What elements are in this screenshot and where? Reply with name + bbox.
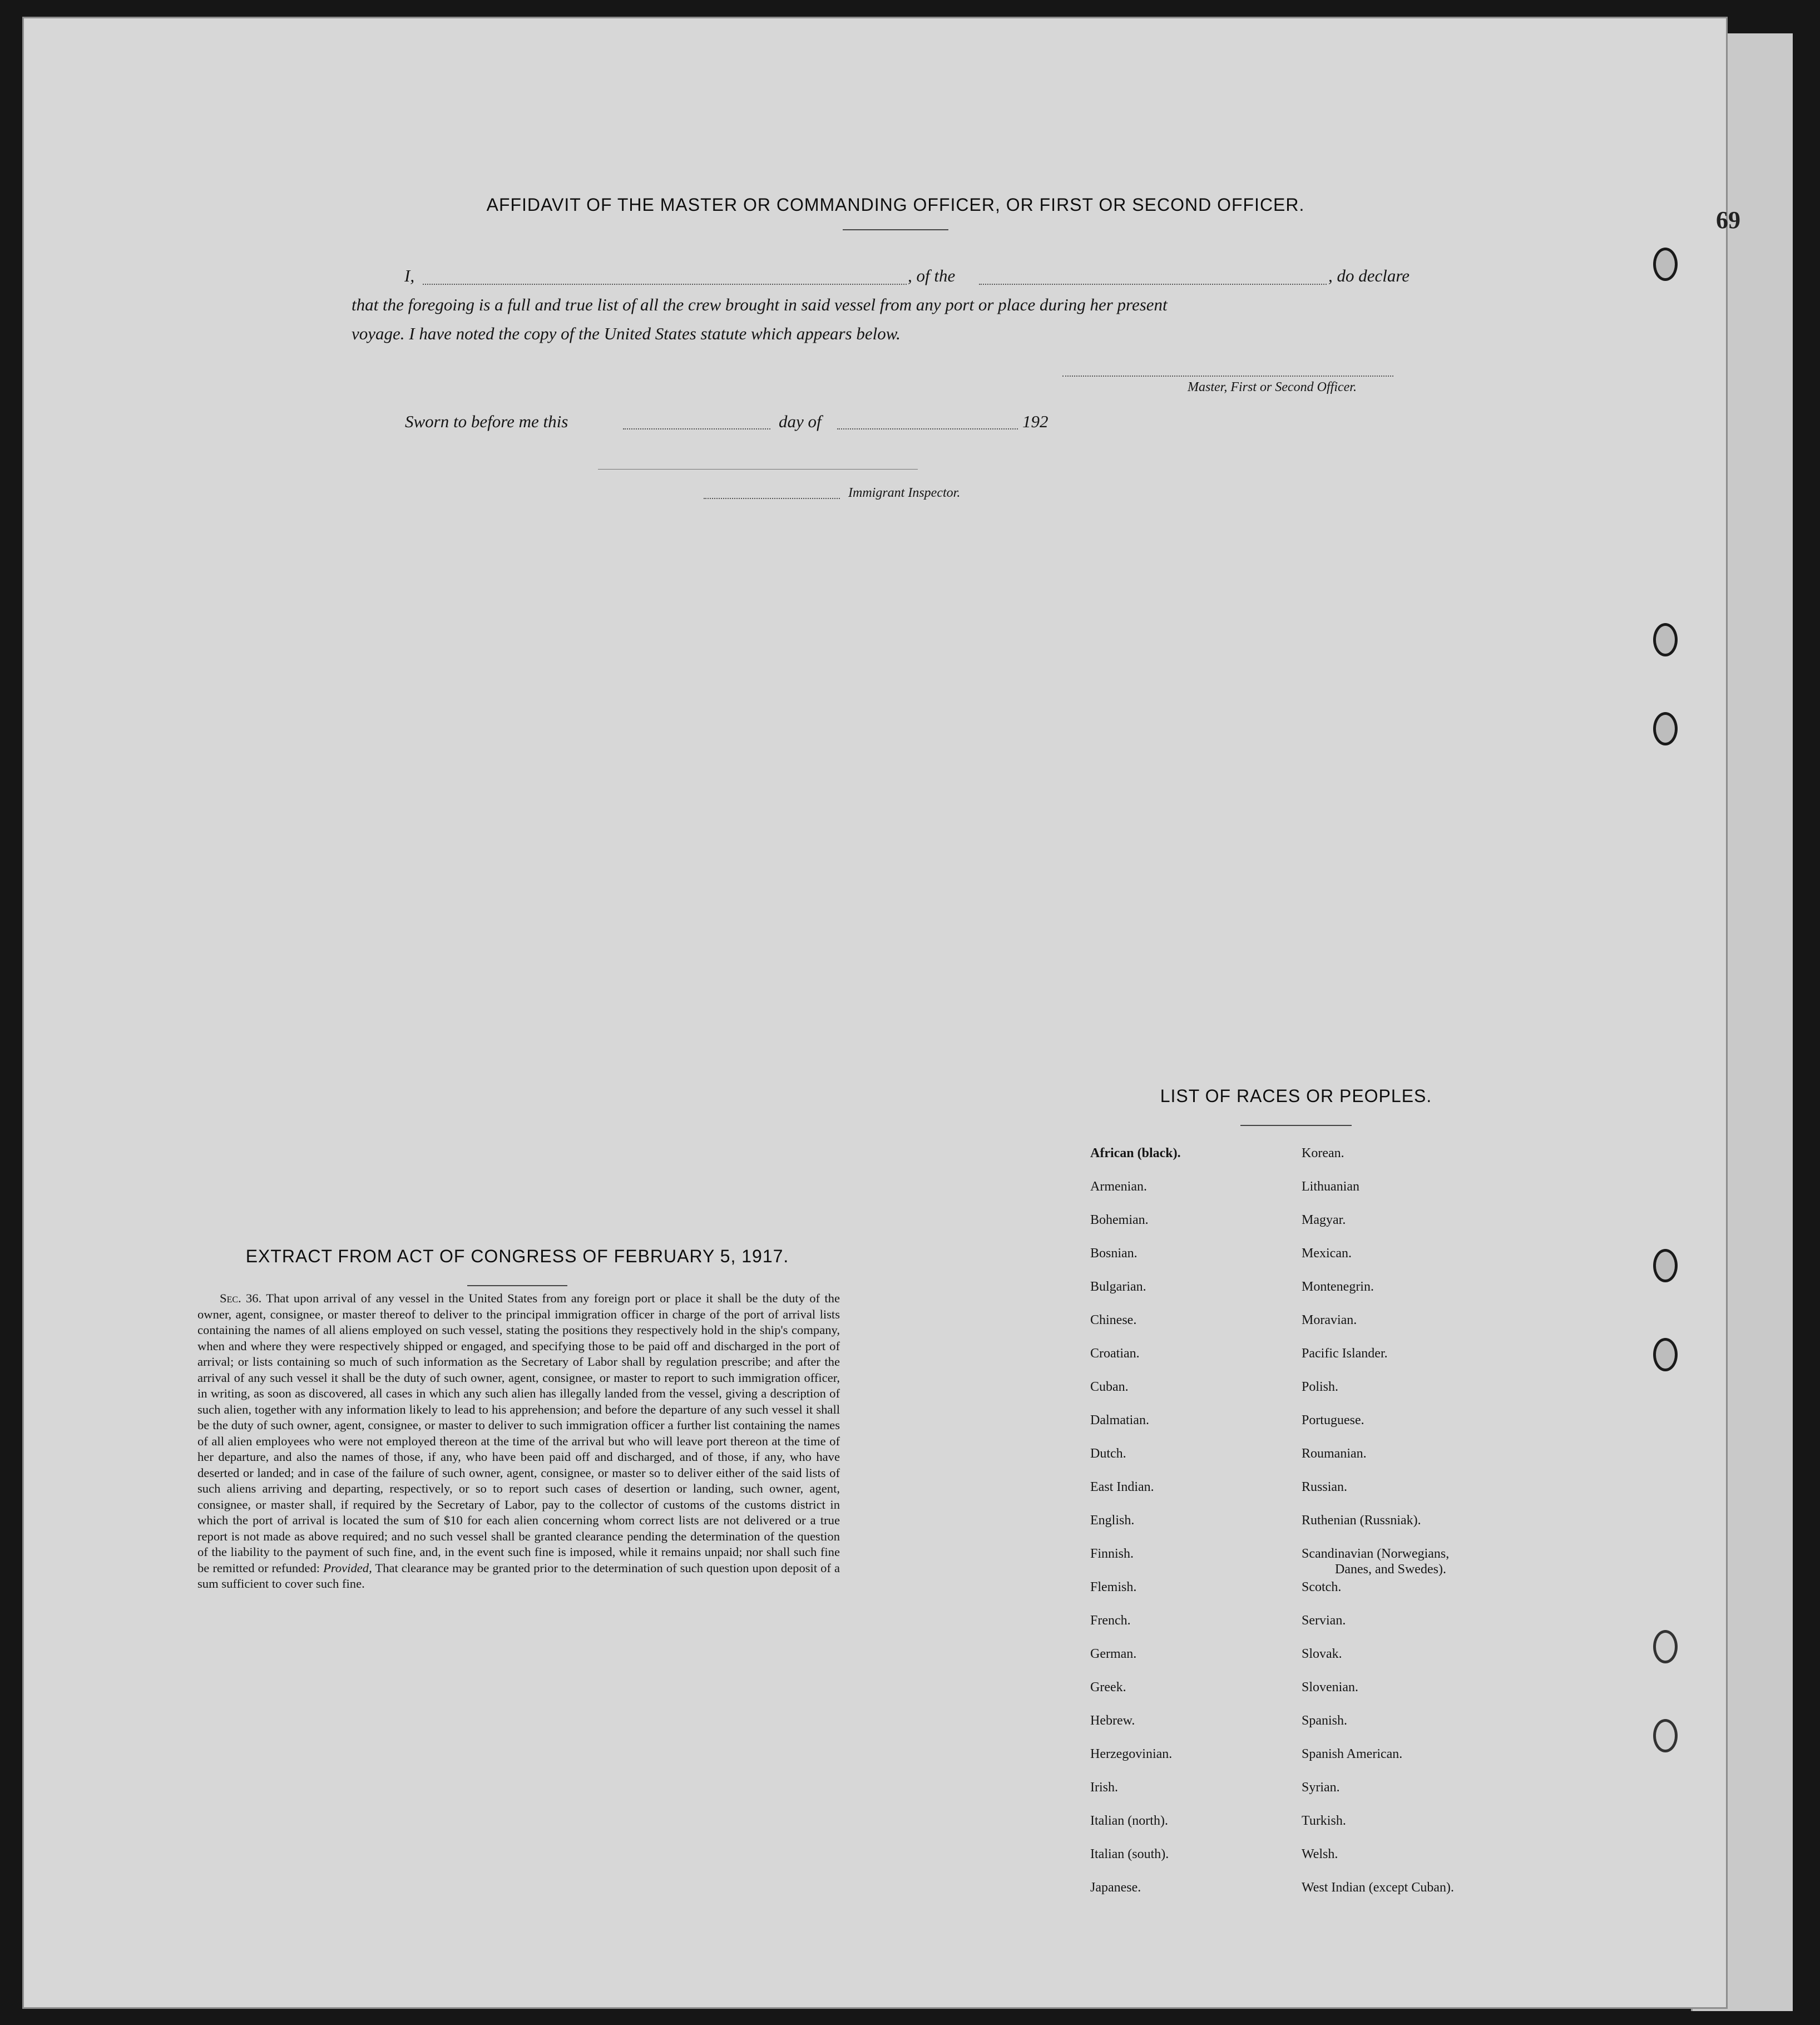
section-label: Sec. 36. bbox=[220, 1291, 262, 1305]
punch-hole bbox=[1653, 712, 1678, 745]
punch-hole bbox=[1653, 1249, 1678, 1282]
race-item: Welsh. bbox=[1302, 1847, 1338, 1861]
race-item: Bohemian. bbox=[1090, 1213, 1149, 1227]
race-item: Turkish. bbox=[1302, 1814, 1346, 1828]
signature-blank bbox=[1062, 376, 1393, 377]
race-item: Italian (north). bbox=[1090, 1814, 1168, 1828]
race-item: Croatian. bbox=[1090, 1346, 1140, 1361]
race-item: Herzegovinian. bbox=[1090, 1747, 1173, 1761]
title-rule bbox=[843, 229, 948, 230]
races-rule bbox=[1240, 1125, 1352, 1126]
affidavit-line2: that the foregoing is a full and true list of all the crew brought in said vessel from any port or place during her present bbox=[352, 295, 1168, 314]
race-item: French. bbox=[1090, 1613, 1131, 1628]
sworn-day-of: day of bbox=[779, 412, 822, 431]
race-item: Slovenian. bbox=[1302, 1680, 1358, 1695]
race-item: Dutch. bbox=[1090, 1446, 1126, 1461]
punch-hole bbox=[1653, 1338, 1678, 1371]
sworn-year: 192 bbox=[1022, 412, 1049, 431]
extract-rule bbox=[467, 1285, 567, 1286]
page-number: 69 bbox=[1716, 206, 1740, 234]
race-item: Scotch. bbox=[1302, 1580, 1342, 1594]
race-item: Scandinavian (Norwegians, bbox=[1302, 1547, 1450, 1561]
month-blank bbox=[837, 428, 1018, 429]
race-item: Portuguese. bbox=[1302, 1413, 1364, 1428]
race-item: Moravian. bbox=[1302, 1313, 1357, 1327]
race-item: West Indian (except Cuban). bbox=[1302, 1880, 1454, 1895]
affidavit-of-the: , of the bbox=[908, 266, 956, 285]
extract-text: That upon arrival of any vessel in the United States from any foreign port or place it shall be the duty of the owner, agent, consignee, or master thereof to deliver to the principal immigration officer in charge of the port of arrival lists containing the names of all aliens employed on such vessel, stating the positions they respectively hold in the ship's company, when and where they were respectively shipped or engaged, and specifying those to be paid off and discharged in the port of arrival; or lists containing so much of such information as the Secretary of Labor shall by regulation prescribe; and after the arrival of any such vessel it shall be the duty of such owner, agent, consignee, or master to report to such immigration officer, in writing, as soon as discovered, all cases in which any such alien has illegally landed from the vessel, giving a description of such alien, together with any information likely to lead to his apprehension; and before the departure of any such vessel it shall be the duty of such owner, agent, consignee, or master to deliver to such immigration officer a further list containing the names of all alien employees who were not employed thereon at the time of the arrival but who will leave port thereon at the time of her departure, and also the names of those, if any, who have been paid off and discharged, and of those, if any, who have deserted or landed; and in case of the failure of such owner, agent, consignee, or master so to deliver either of the said lists of such aliens arriving and departing, respectively, or so to report such cases of desertion or landing, such owner, agent, consignee, or master shall, if required by the Secretary of Labor, pay to the collector of customs of the customs district in which the port of arrival is located the sum of $10 for each alien concerning whom correct lists are not delivered or a true report is not made as above required; and no such vessel shall be granted clearance pending the determination of the question of the liability to the payment of such fine, and, in the event such fine is imposed, while it remains unpaid; nor shall such fine be remitted or refunded: bbox=[197, 1291, 840, 1575]
punch-hole bbox=[1653, 1719, 1678, 1752]
affidavit-title: AFFIDAVIT OF THE MASTER OR COMMANDING OFFICER, OR FIRST OR SECOND OFFICER. bbox=[486, 195, 1305, 215]
race-item: Finnish. bbox=[1090, 1547, 1134, 1561]
race-item: Armenian. bbox=[1090, 1179, 1147, 1194]
race-item: Flemish. bbox=[1090, 1580, 1137, 1594]
punch-hole bbox=[1653, 623, 1678, 656]
sworn-text: Sworn to before me this bbox=[405, 412, 568, 431]
bleed-through-text bbox=[163, 169, 1748, 185]
race-item: East Indian. bbox=[1090, 1480, 1154, 1494]
race-item: Spanish American. bbox=[1302, 1747, 1403, 1761]
race-item: Danes, and Swedes). bbox=[1335, 1562, 1446, 1577]
affidavit-line3: voyage. I have noted the copy of the United States statute which appears below. bbox=[352, 324, 901, 343]
race-item: Chinese. bbox=[1090, 1313, 1137, 1327]
inspector-blank bbox=[704, 498, 840, 499]
day-blank bbox=[623, 428, 770, 429]
punch-hole bbox=[1653, 1630, 1678, 1663]
name-blank bbox=[423, 284, 907, 285]
punch-hole bbox=[1653, 248, 1678, 281]
race-item: African (black). bbox=[1090, 1146, 1181, 1160]
race-item: Korean. bbox=[1302, 1146, 1344, 1160]
affidavit-i: I, bbox=[404, 266, 415, 285]
races-title: LIST OF RACES OR PEOPLES. bbox=[1160, 1086, 1432, 1106]
race-item: Italian (south). bbox=[1090, 1847, 1169, 1861]
race-item: Montenegrin. bbox=[1302, 1280, 1374, 1294]
race-item: Pacific Islander. bbox=[1302, 1346, 1388, 1361]
race-item: Greek. bbox=[1090, 1680, 1126, 1695]
race-item: Spanish. bbox=[1302, 1713, 1348, 1728]
race-item: Roumanian. bbox=[1302, 1446, 1367, 1461]
race-item: Magyar. bbox=[1302, 1213, 1346, 1227]
race-item: Hebrew. bbox=[1090, 1713, 1135, 1728]
inspector-line bbox=[598, 469, 918, 470]
manifest-page bbox=[22, 17, 1728, 2009]
extract-text-end: That clearance may be granted prior to the determination of such question upon deposit of a sum sufficient to cover such fine. bbox=[197, 1560, 840, 1591]
race-item: Irish. bbox=[1090, 1780, 1118, 1795]
vessel-blank bbox=[979, 284, 1327, 285]
extract-body bbox=[197, 1291, 840, 1592]
extract-title: EXTRACT FROM ACT OF CONGRESS OF FEBRUARY 5, 1917. bbox=[245, 1246, 789, 1266]
race-item: Polish. bbox=[1302, 1380, 1339, 1394]
provided-word: Provided, bbox=[323, 1560, 372, 1575]
race-item: Syrian. bbox=[1302, 1780, 1340, 1795]
race-item: Ruthenian (Russniak). bbox=[1302, 1513, 1421, 1528]
inspector-caption: Immigrant Inspector. bbox=[848, 486, 961, 500]
race-item: German. bbox=[1090, 1647, 1137, 1661]
race-item: Lithuanian bbox=[1302, 1179, 1359, 1194]
race-item: Japanese. bbox=[1090, 1880, 1141, 1895]
race-item: Mexican. bbox=[1302, 1246, 1352, 1261]
race-item: English. bbox=[1090, 1513, 1135, 1528]
race-item: Servian. bbox=[1302, 1613, 1346, 1628]
race-item: Russian. bbox=[1302, 1480, 1348, 1494]
race-item: Cuban. bbox=[1090, 1380, 1129, 1394]
race-item: Slovak. bbox=[1302, 1647, 1342, 1661]
race-item: Bulgarian. bbox=[1090, 1280, 1146, 1294]
race-item: Bosnian. bbox=[1090, 1246, 1138, 1261]
signature-caption: Master, First or Second Officer. bbox=[1188, 380, 1357, 394]
race-item: Dalmatian. bbox=[1090, 1413, 1149, 1428]
affidavit-declare: , do declare bbox=[1328, 266, 1410, 285]
